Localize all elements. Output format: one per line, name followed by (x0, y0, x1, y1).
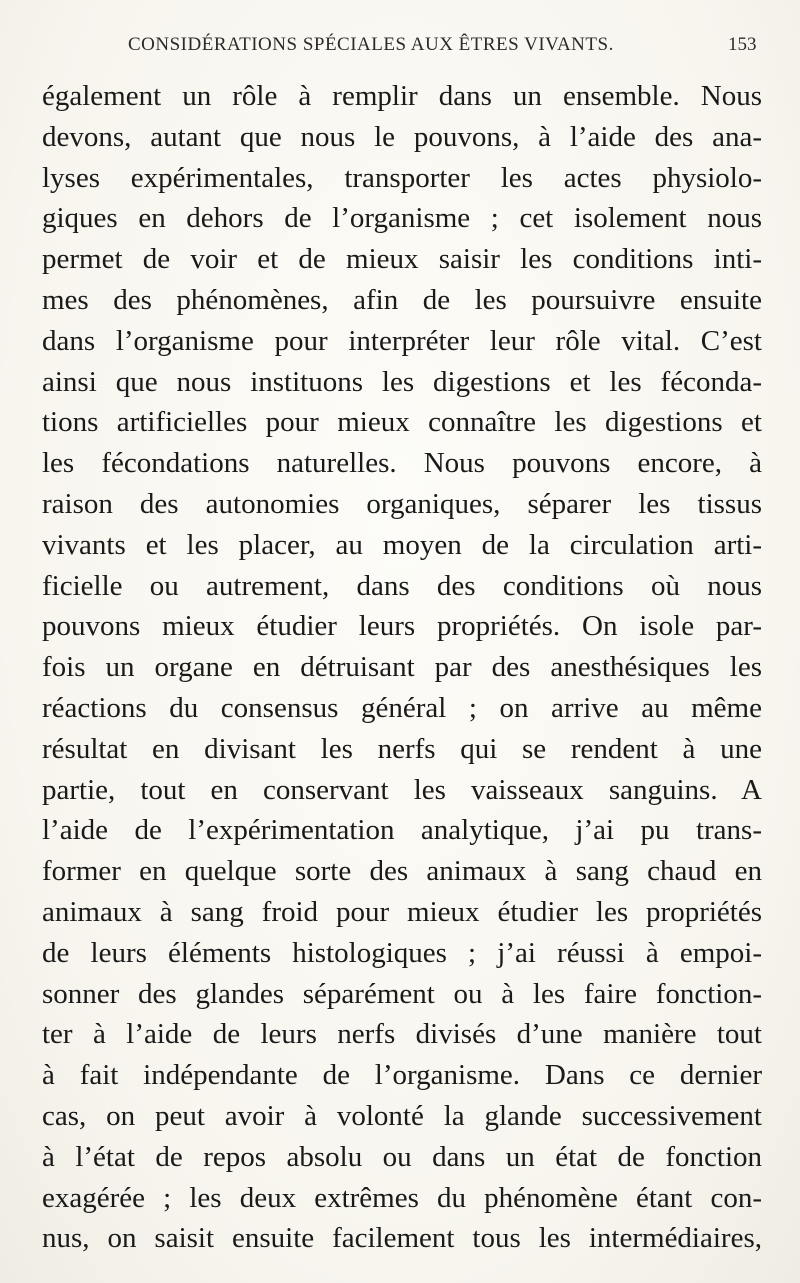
page-number: 153 (728, 34, 757, 55)
text-line: raison des autonomies organiques, séparer les tissus (42, 487, 762, 520)
text-line: résultat en divisant les nerfs qui se rendent à une (42, 732, 762, 765)
text-line: ainsi que nous instituons les digestions et les féconda- (42, 365, 762, 398)
text-line: cas, on peut avoir à volonté la glande successivement (42, 1099, 762, 1132)
running-title: CONSIDÉRATIONS SPÉCIALES AUX ÊTRES VIVANTS. (128, 34, 614, 55)
text-line: exagérée ; les deux extrêmes du phénomène étant con- (42, 1181, 762, 1214)
text-line: à fait indépendante de l’organisme. Dans ce dernier (42, 1059, 762, 1092)
text-line: dans l’organisme pour interpréter leur rôle vital. C’est (42, 324, 762, 357)
text-line: à l’état de repos absolu ou dans un état de fonction (42, 1140, 762, 1173)
text-line: giques en dehors de l’organisme ; cet isolement nous (42, 202, 762, 235)
running-head (0, 34, 800, 64)
body-text (42, 76, 762, 1259)
text-line: également un rôle à remplir dans un ensemble. Nous (42, 80, 762, 112)
text-line: tions artificielles pour mieux connaître les digestions et (42, 406, 762, 439)
text-line: de leurs éléments histologiques ; j’ai réussi à empoi- (42, 936, 762, 969)
text-line: réactions du consensus général ; on arrive au même (42, 691, 762, 724)
text-line: ficielle ou autrement, dans des conditions où nous (42, 569, 762, 602)
text-line: mes des phénomènes, afin de les poursuivre ensuite (42, 283, 762, 316)
text-line: animaux à sang froid pour mieux étudier les propriétés (42, 895, 762, 928)
text-line: nus, on saisit ensuite facilement tous les intermédiaires, (42, 1222, 762, 1255)
text-line: sonner des glandes séparément ou à les faire fonction- (42, 977, 762, 1010)
text-line: vivants et les placer, au moyen de la circulation arti- (42, 528, 762, 561)
text-line: l’aide de l’expérimentation analytique, j’ai pu trans- (42, 814, 762, 847)
text-line: les fécondations naturelles. Nous pouvons encore, à (42, 447, 762, 480)
text-line: partie, tout en conservant les vaisseaux sanguins. A (42, 773, 762, 806)
text-line: permet de voir et de mieux saisir les conditions inti- (42, 243, 762, 276)
text-line: ter à l’aide de leurs nerfs divisés d’une manière tout (42, 1018, 762, 1051)
text-line: fois un organe en détruisant par des anesthésiques les (42, 651, 762, 684)
text-line: former en quelque sorte des animaux à sang chaud en (42, 855, 762, 888)
text-line: devons, autant que nous le pouvons, à l’aide des ana- (42, 120, 762, 153)
text-line: pouvons mieux étudier leurs propriétés. On isole par- (42, 610, 762, 643)
text-line: lyses expérimentales, transporter les actes physiolo- (42, 161, 762, 194)
